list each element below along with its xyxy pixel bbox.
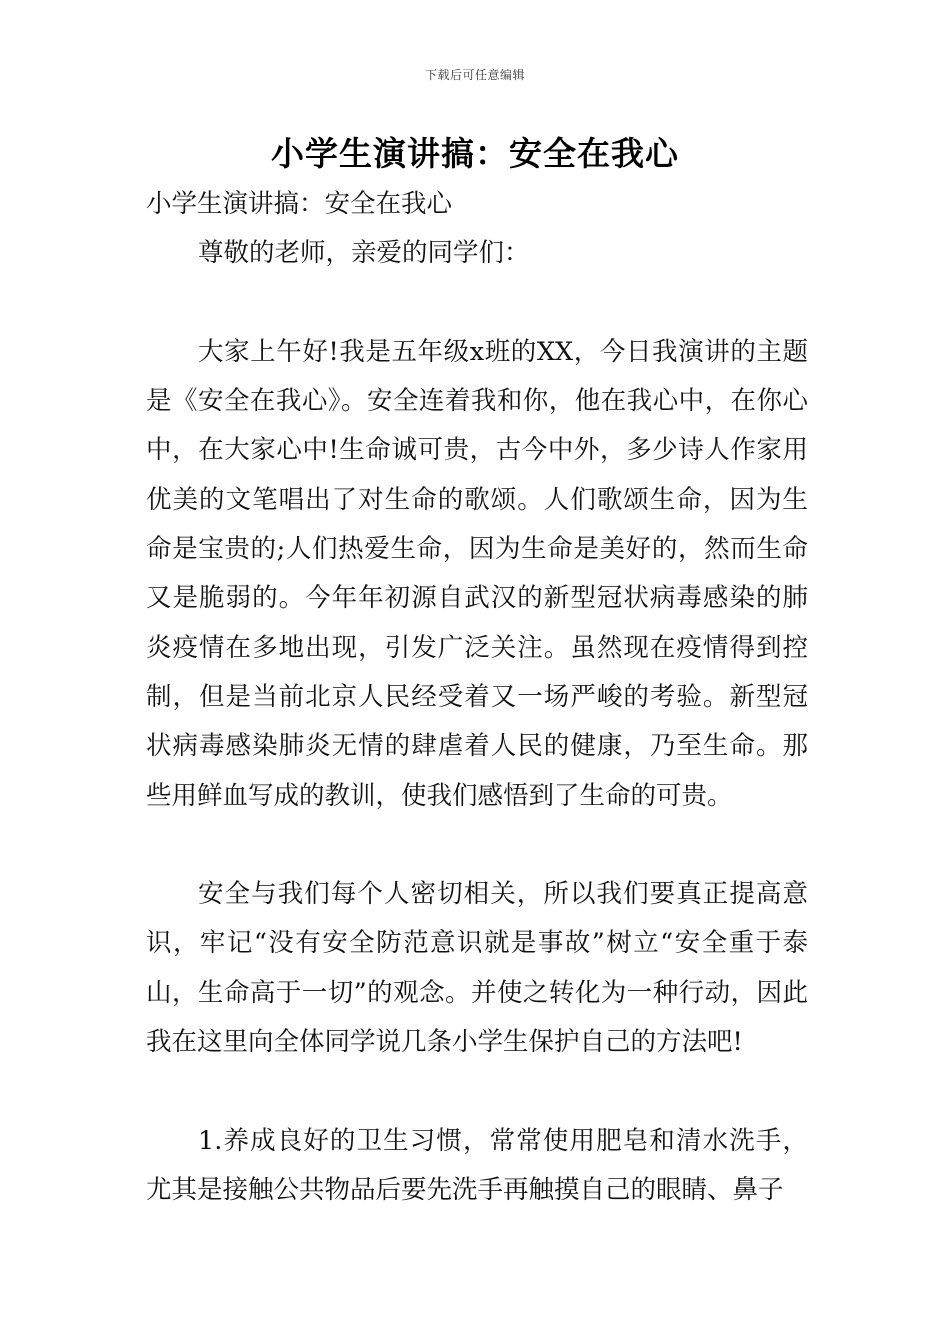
header-note: 下载后可任意编辑	[424, 68, 525, 82]
paragraph-tip-1: 1.养成良好的卫生习惯，常常使用肥皂和清水洗手，尤其是接触公共物品后要先洗手再触摸自己的眼睛、鼻子	[146, 1125, 808, 1205]
greeting: 尊敬的老师，亲爱的同学们：	[198, 238, 530, 269]
blank-line	[146, 1067, 808, 1116]
paragraph-intro: 大家上午好!我是五年级x班的XX，今日我演讲的主题是《安全在我心》。安全连着我和你，他在我心中，在你心中，在大家心中!生命诚可贵，古今中外，多少诗人作家用优美的文笔唱出了对生命的歌颂。人们歌颂生命，因为生命是宝贵的;人们热爱生命，因为生命是美好的，然而生命又是脆弱的。今年年初源自武汉的新型冠状病毒感染的肺炎疫情在多地出现，引发广泛关注。虽然现在疫情得到控制，但是当前北京人民经受着又一场严峻的考验。新型冠状病毒感染肺炎无情的肆虐着人民的健康，乃至生命。那些用鲜血写成的教训，使我们感悟到了生命的可贵。	[146, 336, 808, 811]
document-subtitle: 小学生演讲搞：安全在我心	[146, 189, 453, 219]
blank-line	[146, 279, 808, 328]
blank-line	[146, 821, 808, 870]
document-body	[146, 180, 808, 1215]
paragraph-awareness: 安全与我们每个人密切相关，所以我们要真正提高意识，牢记“没有安全防范意识就是事故”树立“安全重于泰山，生命高于一切”的观念。并使之转化为一种行动，因此我在这里向全体同学说几条小学生保护自己的方法吧!	[146, 879, 808, 1058]
document-title: 小学生演讲搞：安全在我心	[271, 134, 679, 173]
